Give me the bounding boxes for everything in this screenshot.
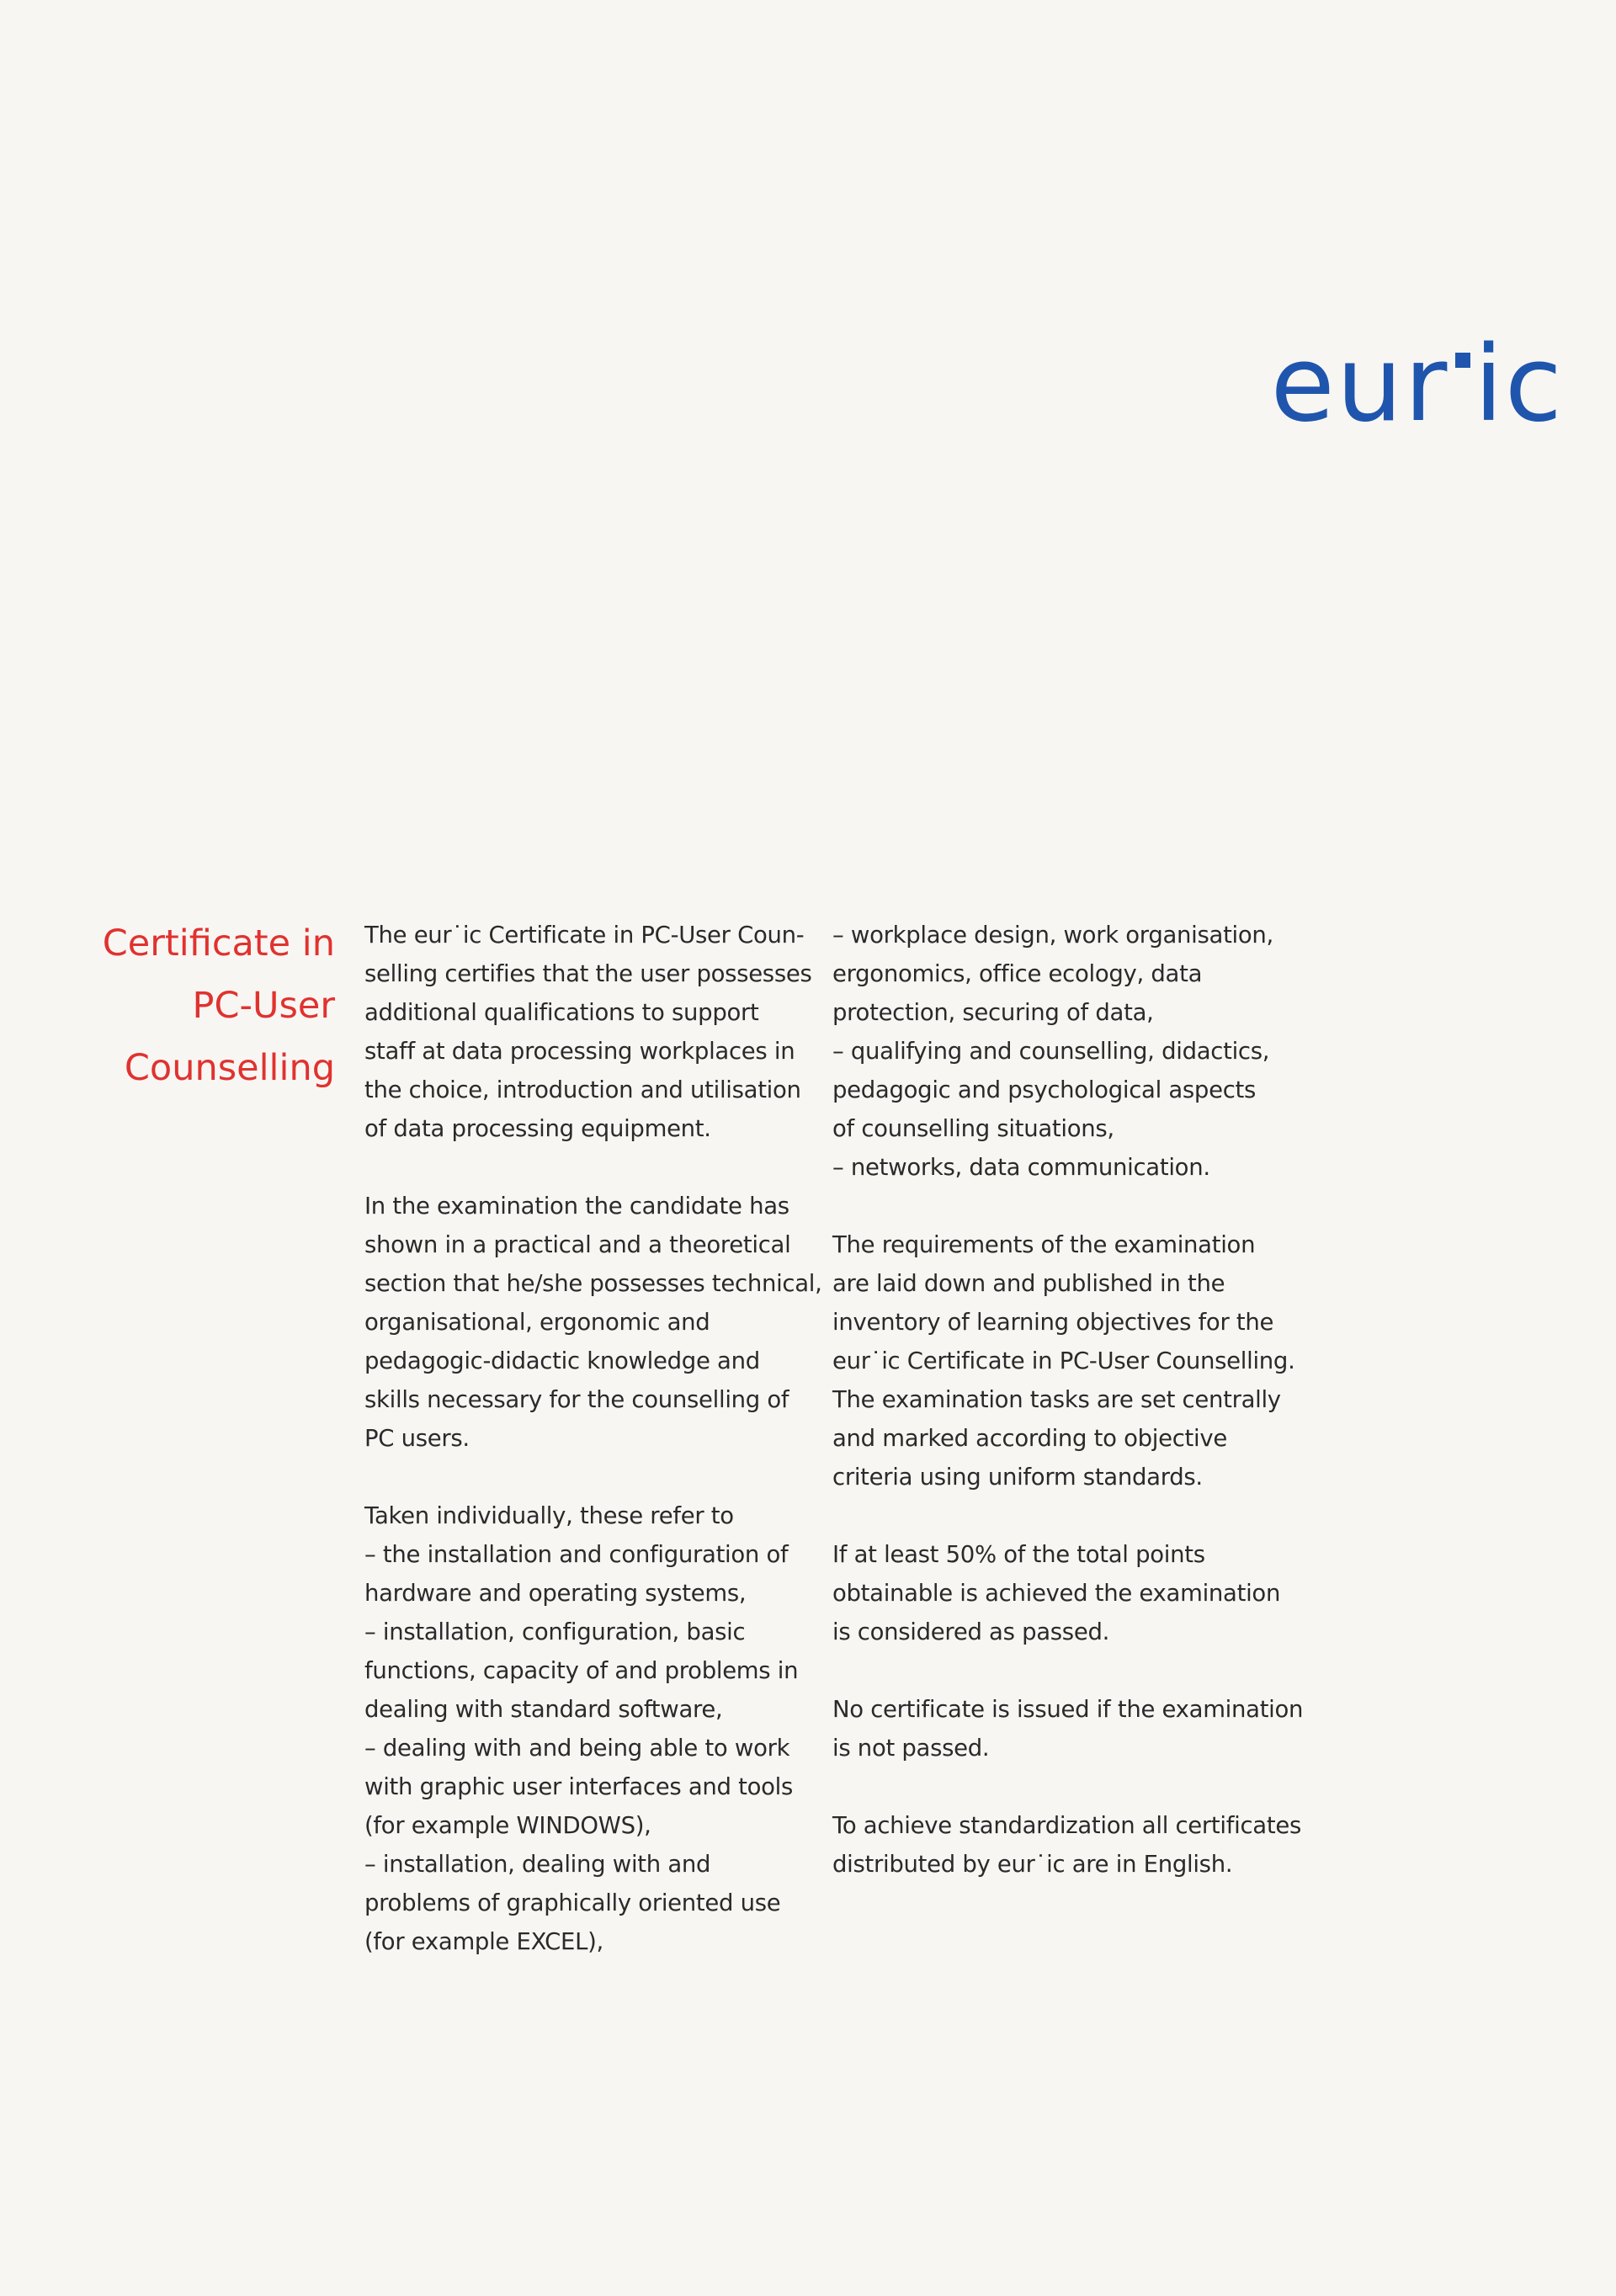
text-line: is not passed. bbox=[832, 1735, 990, 1762]
text-line: obtainable is achieved the examination bbox=[832, 1580, 1281, 1607]
euric-logo bbox=[1270, 324, 1565, 445]
paragraph-no-certificate bbox=[832, 1690, 1337, 1767]
text-line: and marked according to objective bbox=[832, 1425, 1227, 1452]
paragraph-language bbox=[832, 1806, 1337, 1884]
text-line: hardware and operating systems, bbox=[364, 1580, 747, 1607]
paragraph-pass-threshold bbox=[832, 1535, 1337, 1651]
text-line: In the examination the candidate has bbox=[364, 1193, 789, 1220]
left-text-column bbox=[364, 916, 822, 2000]
text-line: The eur˙ic Certificate in PC-User Coun- bbox=[364, 922, 805, 949]
text-line: with graphic user interfaces and tools bbox=[364, 1773, 794, 1800]
text-line: Taken individually, these refer to bbox=[364, 1502, 734, 1529]
text-line: inventory of learning objectives for the bbox=[832, 1309, 1274, 1336]
text-line: (for example EXCEL), bbox=[364, 1928, 603, 1955]
text-line: skills necessary for the counselling of bbox=[364, 1386, 789, 1413]
text-line: pedagogic-didactic knowledge and bbox=[364, 1347, 760, 1374]
certificate-heading bbox=[50, 912, 335, 1099]
text-line: functions, capacity of and problems in bbox=[364, 1657, 799, 1684]
text-line: To achieve standardization all certificates bbox=[832, 1812, 1301, 1839]
text-line: eur˙ic Certificate in PC-User Counselling. bbox=[832, 1347, 1295, 1374]
text-line: ergonomics, office ecology, data bbox=[832, 960, 1203, 987]
text-line: shown in a practical and a theoretical bbox=[364, 1231, 791, 1258]
text-line: – installation, configuration, basic bbox=[364, 1618, 746, 1645]
text-line: of counselling situations, bbox=[832, 1115, 1114, 1142]
text-line: PC users. bbox=[364, 1425, 470, 1452]
paragraph-certification-purpose bbox=[364, 916, 819, 1148]
text-line: problems of graphically oriented use bbox=[364, 1889, 781, 1916]
text-line: dealing with standard software, bbox=[364, 1696, 723, 1723]
heading-line: Counselling bbox=[124, 1047, 335, 1089]
text-line: The requirements of the examination bbox=[832, 1231, 1256, 1258]
logo-text-ic: ic bbox=[1474, 324, 1564, 445]
text-line: staff at data processing workplaces in bbox=[364, 1038, 795, 1065]
text-line: – installation, dealing with and bbox=[364, 1851, 711, 1878]
text-line: the choice, introduction and utilisation bbox=[364, 1076, 801, 1103]
text-line: criteria using uniform standards. bbox=[832, 1464, 1203, 1491]
text-line: – dealing with and being able to work bbox=[364, 1735, 790, 1762]
paragraph-topics-list bbox=[364, 1496, 819, 1961]
text-line: protection, securing of data, bbox=[832, 999, 1154, 1026]
text-line: The examination tasks are set centrally bbox=[832, 1386, 1281, 1413]
text-line: (for example WINDOWS), bbox=[364, 1812, 651, 1839]
text-line: are laid down and published in the bbox=[832, 1270, 1225, 1297]
paragraph-examination-description bbox=[364, 1187, 822, 1458]
text-line: organisational, ergonomic and bbox=[364, 1309, 710, 1336]
heading-line: Certificate in bbox=[102, 922, 335, 965]
paragraph-requirements bbox=[832, 1225, 1337, 1496]
text-line: selling certifies that the user possesses bbox=[364, 960, 812, 987]
text-line: – networks, data communication. bbox=[832, 1154, 1210, 1181]
text-line: section that he/she possesses technical, bbox=[364, 1270, 822, 1297]
text-line: – workplace design, work organisation, bbox=[832, 922, 1273, 949]
right-text-column bbox=[832, 916, 1337, 1922]
text-line: pedagogic and psychological aspects bbox=[832, 1076, 1257, 1103]
text-line: No certificate is issued if the examination bbox=[832, 1696, 1304, 1723]
text-line: distributed by eur˙ic are in English. bbox=[832, 1851, 1233, 1878]
text-line: If at least 50% of the total points bbox=[832, 1541, 1205, 1568]
heading-line: PC-User bbox=[192, 985, 335, 1027]
text-line: is considered as passed. bbox=[832, 1618, 1110, 1645]
logo-text-eur: eur bbox=[1270, 324, 1449, 445]
paragraph-topics-continued bbox=[832, 916, 1337, 1187]
text-line: additional qualifications to support bbox=[364, 999, 759, 1026]
text-line: – the installation and configuration of bbox=[364, 1541, 789, 1568]
text-line: – qualifying and counselling, didactics, bbox=[832, 1038, 1270, 1065]
text-line: of data processing equipment. bbox=[364, 1115, 711, 1142]
